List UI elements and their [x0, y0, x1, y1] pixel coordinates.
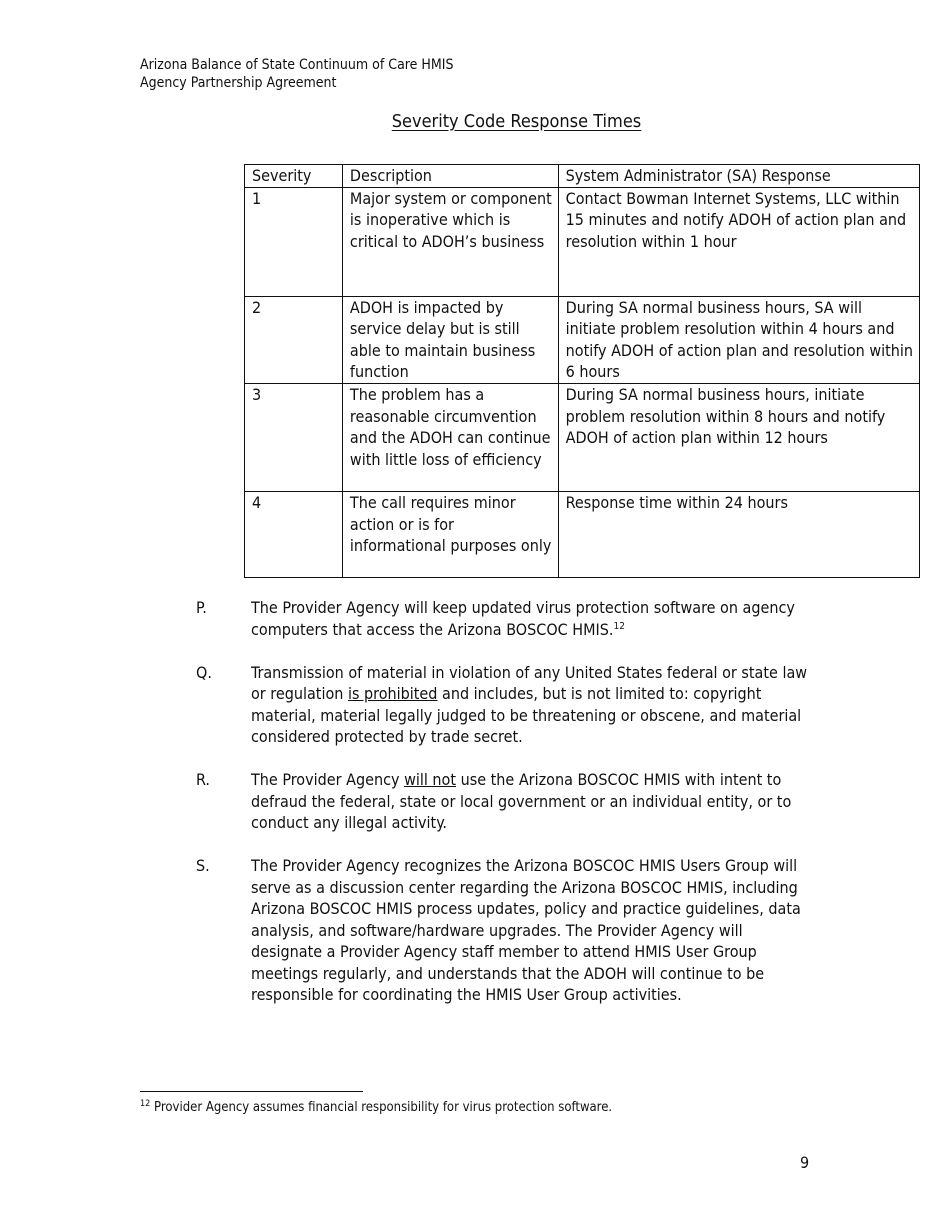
item-label: P.: [196, 598, 207, 617]
page-number: 9: [800, 1153, 810, 1172]
item-r: [196, 769, 816, 834]
header-line-2: Agency Partnership Agreement: [140, 75, 337, 91]
item-p: [196, 597, 816, 640]
table-row: [245, 296, 920, 383]
item-r-emphasis: will not: [404, 770, 456, 789]
response-cell: During SA normal business hours, SA will initiate problem resolution within 4 hours and notify ADOH of action plan and resolution within 6 hours: [558, 296, 919, 383]
running-header: [140, 56, 453, 92]
item-q: [196, 662, 816, 748]
item-q-emphasis: is prohibited: [347, 684, 438, 703]
footnote-reference[interactable]: 12: [613, 620, 625, 632]
item-label: Q.: [196, 662, 212, 682]
table-row: [245, 491, 920, 577]
item-p-text: The Provider Agency will keep updated virus protection software on agency computers that access the Arizona BOSCOC HMIS.: [251, 598, 795, 639]
item-text: [251, 662, 816, 748]
response-cell: Contact Bowman Internet Systems, LLC within 15 minutes and notify ADOH of action plan and resolution within 1 hour: [558, 187, 919, 296]
item-label: R.: [196, 770, 210, 789]
description-cell: ADOH is impacted by service delay but is still able to maintain business function: [342, 296, 558, 383]
header-severity: Severity: [245, 165, 343, 188]
severity-cell: 2: [245, 296, 343, 383]
item-text: [251, 769, 816, 834]
item-text: The Provider Agency recognizes the Arizona BOSCOC HMIS Users Group will serve as a discussion center regarding the Arizona BOSCOC HMIS, including Arizona BOSCOC HMIS process updates, policy and practice guidelines, data analysis, and software/hardware upgrades. The Provider Agency will designate a Provider Agency staff member to attend HMIS User Group meetings regularly, and understands that the ADOH will continue to be responsible for coordinating the HMIS User Group activities.: [251, 856, 801, 1004]
item-q-text-before: Transmission of material in violation of any United States federal or state law or regulation: [251, 662, 808, 703]
severity-cell: 1: [245, 187, 343, 296]
footnote-separator: [140, 1091, 363, 1092]
response-cell: During SA normal business hours, initiate problem resolution within 8 hours and notify ADOH of action plan within 12 hours: [558, 383, 919, 491]
footnote-number: 12: [140, 1099, 151, 1109]
footnote: [140, 1099, 612, 1117]
severity-table: [244, 164, 920, 578]
agreement-items: [196, 597, 816, 1027]
severity-cell: 3: [245, 383, 343, 491]
description-cell: The call requires minor action or is for informational purposes only: [342, 491, 558, 577]
section-title: Severity Code Response Times: [391, 111, 642, 132]
header-description: Description: [342, 165, 558, 188]
description-cell: The problem has a reasonable circumvention and the ADOH can continue with little loss of efficiency: [342, 383, 558, 491]
table-row: [245, 187, 920, 296]
item-label: S.: [196, 856, 210, 875]
header-response: System Administrator (SA) Response: [558, 165, 919, 188]
item-text: [251, 597, 816, 640]
item-q-text-after: and includes, but is not limited to: copyright material, material legally judged to be threatening or obscene, and material considered protected by trade secret.: [251, 684, 802, 746]
table-header-row: [245, 165, 920, 188]
header-line-1: Arizona Balance of State Continuum of Care HMIS: [140, 57, 454, 73]
description-cell: Major system or component is inoperative which is critical to ADOH’s business: [342, 187, 558, 296]
item-s: [196, 855, 816, 1006]
response-cell: Response time within 24 hours: [558, 491, 919, 577]
table-row: [245, 383, 920, 491]
severity-cell: 4: [245, 491, 343, 577]
item-r-text-before: The Provider Agency: [251, 770, 405, 789]
footnote-text: Provider Agency assumes financial responsibility for virus protection software.: [150, 1100, 613, 1115]
item-r-text-after: use the Arizona BOSCOC HMIS with intent to defraud the federal, state or local government or an individual entity, or to conduct any illegal activity.: [251, 770, 792, 832]
